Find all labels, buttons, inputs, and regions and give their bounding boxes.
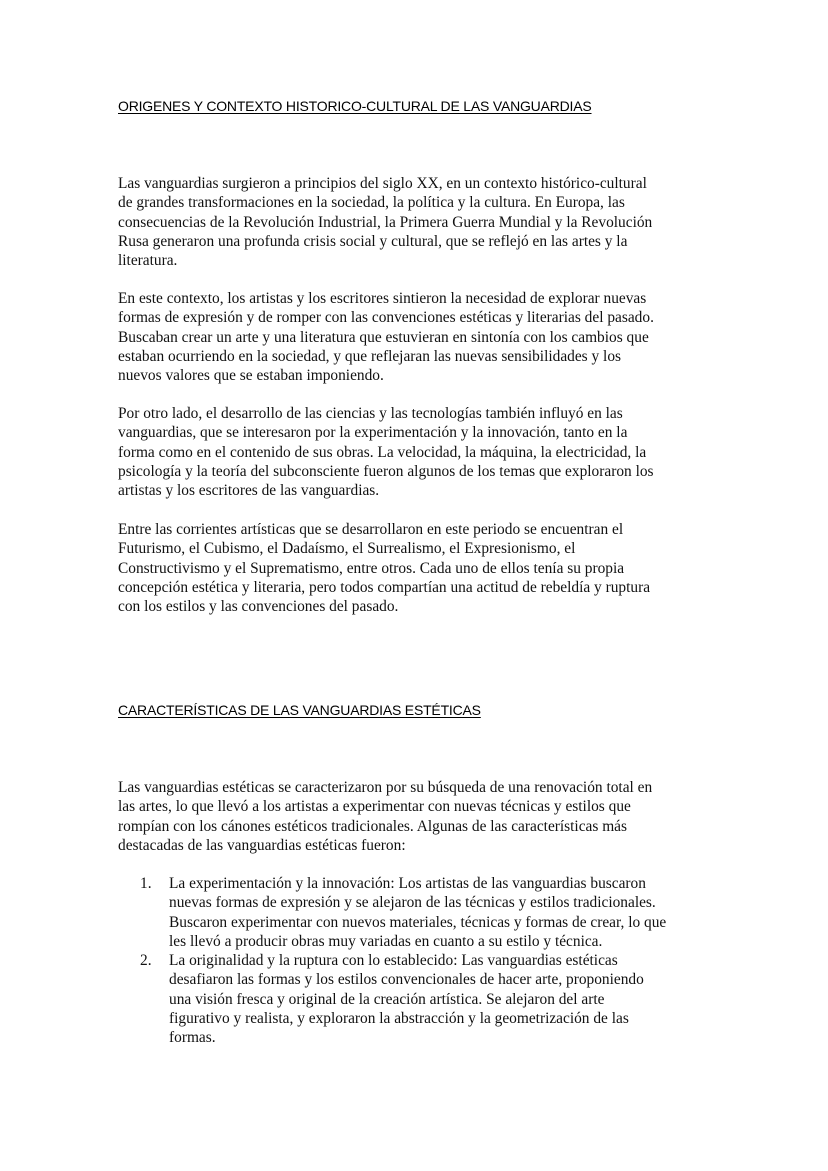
text-line: literatura. xyxy=(118,252,178,270)
text-line: artistas y los escritores de las vanguardias. xyxy=(118,482,380,500)
text-line: Futurismo, el Cubismo, el Dadaísmo, el Surrealismo, el Expresionismo, el xyxy=(118,540,576,558)
text-line: Las vanguardias estéticas se caracterizaron por su búsqueda de una renovación total en xyxy=(118,779,653,796)
list-marker: 1. xyxy=(140,875,152,892)
paragraph xyxy=(118,289,710,385)
text-line: destacadas de las vanguardias estéticas fueron: xyxy=(118,836,406,854)
text-line: concepción estética y literaria, pero todos compartían una actitud de rebeldía y ruptura xyxy=(118,578,651,596)
text-line: En este contexto, los artistas y los escritores sintieron la necesidad de explorar nuevas xyxy=(118,290,647,307)
paragraph xyxy=(118,174,710,270)
text-line: consecuencias de la Revolución Industrial, la Primera Guerra Mundial y la Revolución xyxy=(118,213,653,231)
numbered-list xyxy=(140,874,720,1048)
text-line: de grandes transformaciones en la sociedad, la política y la cultura. En Europa, las xyxy=(118,194,625,212)
text-line: Por otro lado, el desarrollo de las ciencias y las tecnologías también influyó en las xyxy=(118,405,623,422)
section-heading-origenes: ORIGENES Y CONTEXTO HISTORICO-CULTURAL DE LAS VANGUARDIAS xyxy=(118,98,592,114)
text-line: nuevas formas de expresión y se alejaron de las técnicas y estilos tradicionales. xyxy=(169,894,656,912)
paragraph xyxy=(118,520,710,616)
text-line: nuevos valores que se estaban imponiendo. xyxy=(118,367,384,385)
paragraph xyxy=(118,778,710,855)
text-line: Buscaban crear un arte y una literatura que estuvieran en sintonía con los cambios que xyxy=(118,328,649,346)
text-line: les llevó a producir obras muy variadas en cuanto a su estilo y técnica. xyxy=(169,932,603,950)
text-line: psicología y la teoría del subconsciente fueron algunos de los temas que exploraron los xyxy=(118,462,654,480)
section-heading-caracteristicas: CARACTERÍSTICAS DE LAS VANGUARDIAS ESTÉTICAS xyxy=(118,702,481,718)
list-item xyxy=(140,951,720,1047)
text-line: forma como en el contenido de sus obras. La velocidad, la máquina, la electricidad, la xyxy=(118,443,647,461)
text-line: Buscaron experimentar con nuevos materiales, técnicas y formas de crear, lo que xyxy=(169,913,667,931)
text-line: Rusa generaron una profunda crisis social y cultural, que se reflejó en las artes y la xyxy=(118,232,628,250)
text-line: las artes, lo que llevó a los artistas a experimentar con nuevas técnicas y estilos que xyxy=(118,798,631,816)
text-line: rompían con los cánones estéticos tradicionales. Algunas de las características más xyxy=(118,817,628,835)
text-line: La experimentación y la innovación: Los artistas de las vanguardias buscaron xyxy=(169,875,646,892)
text-line: formas de expresión y de romper con las convenciones estéticas y literarias del pasado. xyxy=(118,309,654,327)
paragraph xyxy=(118,404,710,500)
text-line: una visión fresca y original de la creación artística. Se alejaron del arte xyxy=(169,990,605,1008)
text-line: formas. xyxy=(169,1029,216,1047)
text-line: desafiaron las formas y los estilos convencionales de hacer arte, proponiendo xyxy=(169,971,644,989)
text-line: estaban ocurriendo en la sociedad, y que reflejaran las nuevas sensibilidades y los xyxy=(118,347,622,365)
list-item xyxy=(140,874,720,951)
list-marker: 2. xyxy=(140,952,152,970)
text-line: con los estilos y las convenciones del pasado. xyxy=(118,598,399,616)
text-line: La originalidad y la ruptura con lo establecido: Las vanguardias estéticas xyxy=(169,952,618,970)
text-line: Las vanguardias surgieron a principios del siglo XX, en un contexto histórico-cultural xyxy=(118,175,647,192)
text-line: figurativo y realista, y exploraron la abstracción y la geometrización de las xyxy=(169,1010,629,1028)
text-line: vanguardias, que se interesaron por la experimentación y la innovación, tanto en la xyxy=(118,424,628,442)
text-line: Entre las corrientes artísticas que se desarrollaron en este periodo se encuentran el xyxy=(118,521,624,538)
text-line: Constructivismo y el Suprematismo, entre otros. Cada uno de ellos tenía su propia xyxy=(118,559,625,577)
